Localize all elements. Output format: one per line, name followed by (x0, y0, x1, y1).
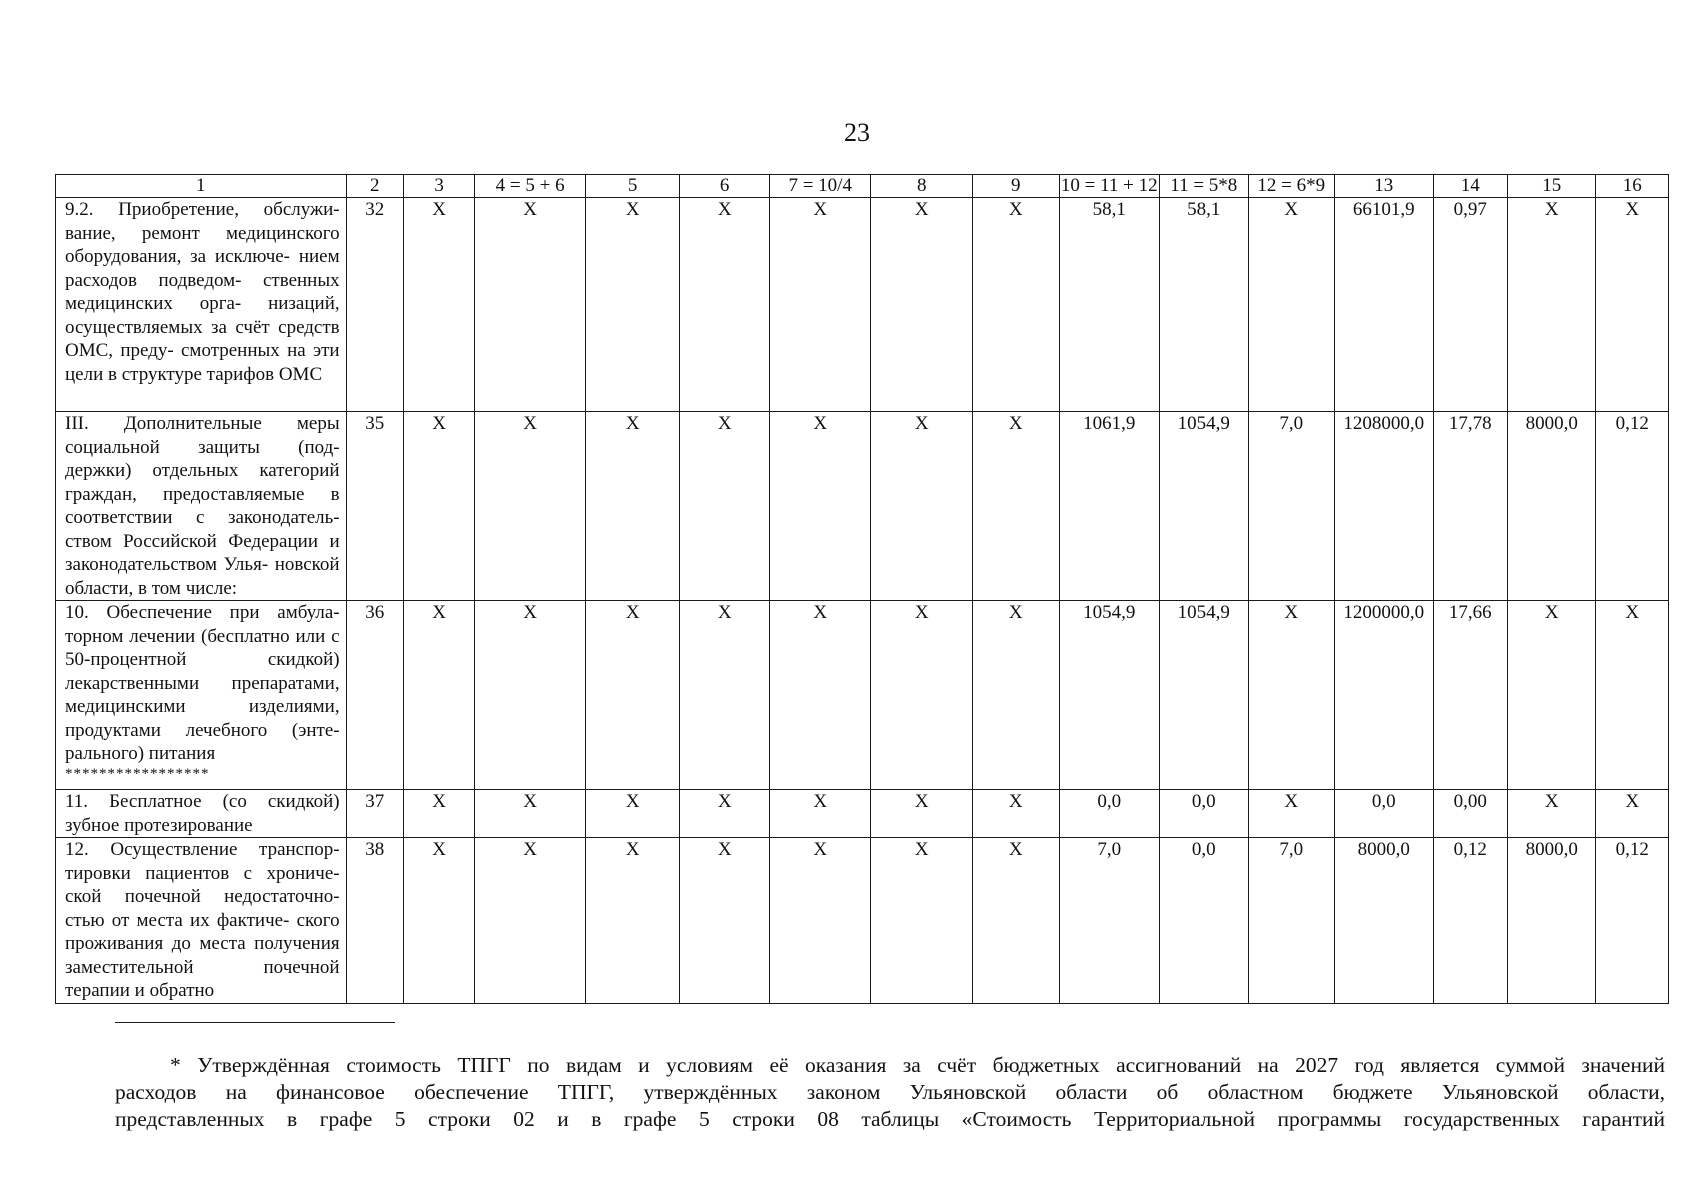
description-line: тировки пациентов с хрониче- (65, 862, 340, 884)
data-cell: X (403, 412, 474, 601)
data-cell: X (403, 198, 474, 412)
data-cell: X (680, 601, 769, 790)
table-row (56, 198, 1669, 412)
header-cell: 5 (585, 175, 680, 198)
data-cell: X (403, 838, 474, 1004)
description-line: зубное протезирование (65, 814, 253, 836)
data-cell: 7,0 (1248, 412, 1334, 601)
row-description (56, 838, 347, 1004)
data-cell: 1054,9 (1059, 601, 1160, 790)
data-cell: 1054,9 (1160, 412, 1248, 601)
row-description (56, 601, 347, 790)
description-line: ского проживания до места (65, 909, 340, 954)
data-cell: X (973, 412, 1059, 601)
data-cell: X (1596, 790, 1669, 838)
data-cell: X (769, 601, 871, 790)
description-line: ственных медицинских орга- (65, 269, 340, 314)
description-line: и законодательством Улья- (65, 530, 340, 575)
data-cell: X (973, 838, 1059, 1004)
data-cell: 1061,9 (1059, 412, 1160, 601)
data-cell: 32 (346, 198, 403, 412)
data-cell: X (871, 412, 973, 601)
description-line: III. Дополнительные меры (65, 413, 340, 434)
description-line: торном лечении (бесплатно (65, 625, 290, 647)
data-cell: 0,12 (1596, 838, 1669, 1004)
header-cell: 6 (680, 175, 769, 198)
page-number: 23 (844, 118, 870, 147)
header-cell: 9 (973, 175, 1059, 198)
description-line: нием расходов подведом- (65, 246, 340, 291)
data-cell: 1054,9 (1160, 601, 1248, 790)
row-description (56, 412, 347, 601)
table-row (56, 838, 1669, 1004)
data-cell: X (585, 601, 680, 790)
data-cell: 0,12 (1596, 412, 1669, 601)
description-line: соответствии с законодатель- (65, 507, 340, 528)
data-cell: 7,0 (1059, 838, 1160, 1004)
header-cell: 11 = 5*8 (1160, 175, 1248, 198)
table-row (56, 601, 1669, 790)
data-cell: X (403, 790, 474, 838)
data-cell: 8000,0 (1507, 412, 1595, 601)
data-cell: 1208000,0 (1335, 412, 1434, 601)
data-cell: 37 (346, 790, 403, 838)
data-cell: X (1596, 601, 1669, 790)
data-cell: 8000,0 (1507, 838, 1595, 1004)
description-line: 9.2. Приобретение, обслужи- (65, 199, 340, 220)
footnote-line: расходов на финансовое обеспечение ТПГГ, утверждённых законом Ульяновской области об областном бюджете Ульяновской области, (115, 1080, 1665, 1104)
footnote-rule (115, 1022, 395, 1023)
description-line: счёт средств ОМС, преду- (65, 316, 340, 361)
footnote-reference-stars: ***************** (65, 765, 210, 782)
data-cell: X (585, 838, 680, 1004)
footnote-line: * Утверждённая стоимость ТПГГ по видам и условиям её оказания за счёт бюджетных ассигнований на 2027 год является суммой значений (170, 1053, 1665, 1077)
data-cell: 0,00 (1433, 790, 1507, 838)
data-cell: X (585, 198, 680, 412)
data-cell: X (1507, 601, 1595, 790)
data-cell: X (475, 790, 586, 838)
header-cell: 4 = 5 + 6 (475, 175, 586, 198)
data-cell: 58,1 (1059, 198, 1160, 412)
data-cell: 36 (346, 601, 403, 790)
table-header-row (56, 175, 1669, 198)
data-cell: X (680, 838, 769, 1004)
data-cell: 0,97 (1433, 198, 1507, 412)
data-cell: X (1248, 601, 1334, 790)
description-line: низаций, осуществляемых за (65, 293, 340, 338)
data-cell: X (769, 790, 871, 838)
data-cell: X (585, 790, 680, 838)
data-cell: 17,66 (1433, 601, 1507, 790)
data-cell: X (973, 601, 1059, 790)
data-cell: 0,0 (1160, 838, 1248, 1004)
data-cell: X (871, 601, 973, 790)
header-cell: 14 (1433, 175, 1507, 198)
table-row (56, 790, 1669, 838)
description-line: социальной защиты (под- (65, 436, 340, 458)
header-cell: 8 (871, 175, 973, 198)
description-line: оборудования, за исключе- (65, 246, 291, 267)
data-cell: X (871, 198, 973, 412)
data-cell: X (475, 198, 586, 412)
description-line: 12. Осуществление транспор- (65, 839, 340, 860)
description-line: стью от места их фактиче- (65, 909, 290, 931)
data-cell: 0,0 (1160, 790, 1248, 838)
data-cell: 0,0 (1335, 790, 1434, 838)
data-cell: 66101,9 (1335, 198, 1434, 412)
data-cell: 38 (346, 838, 403, 1004)
header-cell: 16 (1596, 175, 1669, 198)
cost-table (55, 174, 1669, 1004)
header-cell: 15 (1507, 175, 1595, 198)
table-body (56, 175, 1669, 1004)
data-cell: X (1507, 790, 1595, 838)
data-cell: X (680, 790, 769, 838)
row-description (56, 198, 347, 412)
header-cell: 7 = 10/4 (769, 175, 871, 198)
data-cell: X (769, 198, 871, 412)
data-cell: X (871, 838, 973, 1004)
row-description (56, 790, 347, 838)
description-line: 10. Обеспечение при амбула- (65, 602, 340, 623)
header-cell: 3 (403, 175, 474, 198)
description-line: граждан, предоставляемые в (65, 483, 340, 505)
data-cell: X (680, 198, 769, 412)
data-cell: X (403, 601, 474, 790)
description-line: получения заместительной (65, 933, 340, 978)
description-line: структуре тарифов ОМС (121, 363, 323, 385)
data-cell: X (769, 838, 871, 1004)
table-row (56, 412, 1669, 601)
data-cell: X (475, 601, 586, 790)
data-cell: X (1507, 198, 1595, 412)
data-cell: 1200000,0 (1335, 601, 1434, 790)
data-cell: 35 (346, 412, 403, 601)
description-line: или с 50-процентной скидкой) (65, 625, 340, 670)
footnote (115, 1052, 1665, 1133)
data-cell: X (1248, 198, 1334, 412)
data-cell: X (475, 838, 586, 1004)
description-line: новской области, в том числе: (65, 554, 340, 599)
data-cell: 0,12 (1433, 838, 1507, 1004)
description-line: почечной терапии и обратно (65, 956, 340, 1001)
data-cell: X (973, 198, 1059, 412)
description-line: ской почечной недостаточно- (65, 886, 340, 907)
data-cell: X (973, 790, 1059, 838)
data-cell: 8000,0 (1335, 838, 1434, 1004)
data-cell: X (1248, 790, 1334, 838)
description-line: рального) питания (65, 743, 216, 764)
data-cell: 58,1 (1160, 198, 1248, 412)
data-cell: X (585, 412, 680, 601)
description-line: ством Российской Федерации (65, 530, 318, 552)
description-line: продуктами лечебного (энте- (65, 719, 340, 741)
footnote-line: представленных в графе 5 строки 02 и в графе 5 строки 08 таблицы «Стоимость Территориальной программы государственных гарантий (115, 1107, 1665, 1131)
header-cell: 13 (1335, 175, 1434, 198)
description-line: медицинскими изделиями, (65, 696, 340, 717)
description-line: держки) отдельных категорий (65, 460, 340, 481)
data-cell: 17,78 (1433, 412, 1507, 601)
header-cell: 1 (56, 175, 347, 198)
data-cell: 0,0 (1059, 790, 1160, 838)
data-cell: X (871, 790, 973, 838)
header-cell: 12 = 6*9 (1248, 175, 1334, 198)
description-line: смотренных на эти цели в (65, 340, 340, 385)
data-cell: 7,0 (1248, 838, 1334, 1004)
data-cell: X (475, 412, 586, 601)
data-cell: X (680, 412, 769, 601)
header-cell: 2 (346, 175, 403, 198)
header-cell: 10 = 11 + 12 (1060, 175, 1158, 196)
description-line: лекарственными препаратами, (65, 672, 340, 694)
data-cell: X (769, 412, 871, 601)
description-line: 11. Бесплатное (со скидкой) (65, 791, 340, 812)
data-cell: X (1596, 198, 1669, 412)
description-line: вание, ремонт медицинского (65, 222, 340, 244)
